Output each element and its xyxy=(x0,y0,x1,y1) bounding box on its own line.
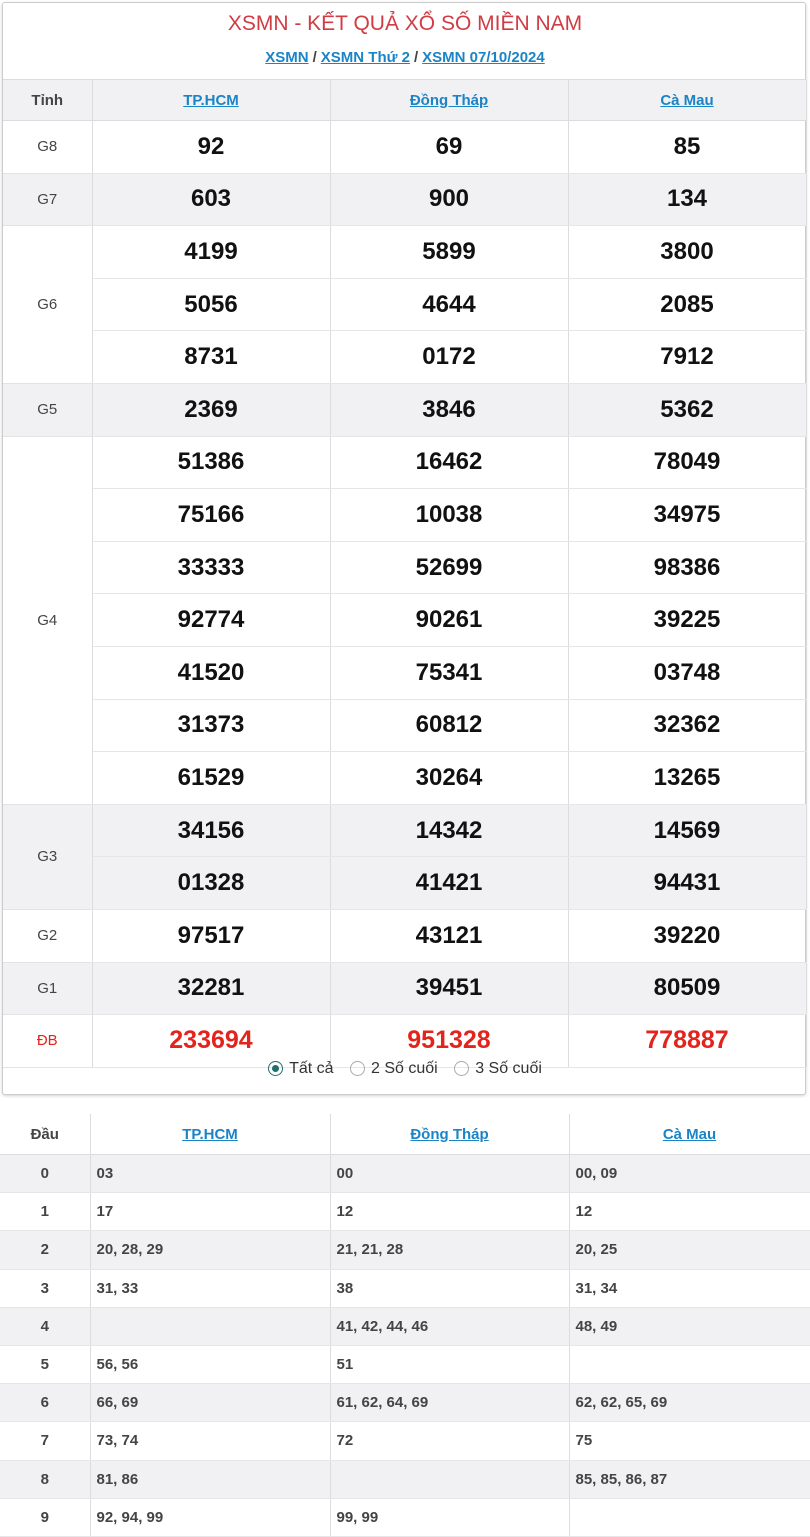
special-prize-number: 233694 xyxy=(92,1015,330,1068)
prize-number: 16462 xyxy=(330,436,568,489)
dau-digit: 2 xyxy=(0,1231,90,1269)
prize-number: 4644 xyxy=(330,278,568,331)
prize-number: 603 xyxy=(92,173,330,226)
prize-number: 2085 xyxy=(568,278,806,331)
prize-number: 90261 xyxy=(330,594,568,647)
prize-row xyxy=(3,173,806,226)
prize-number: 97517 xyxy=(92,909,330,962)
prize-number: 33333 xyxy=(92,541,330,594)
filter-option-last-2[interactable]: 2 Số cuối xyxy=(350,1060,438,1078)
prize-number: 75166 xyxy=(92,489,330,542)
loto-values: 20, 28, 29 xyxy=(90,1231,330,1269)
loto-values: 21, 21, 28 xyxy=(330,1231,569,1269)
prize-row xyxy=(3,121,806,174)
loto-row xyxy=(0,1460,810,1498)
loto-values: 31, 34 xyxy=(569,1269,810,1307)
filter-option-all[interactable]: Tất cả xyxy=(268,1060,333,1078)
dau-digit: 5 xyxy=(0,1345,90,1383)
prize-label: G1 xyxy=(3,962,92,1015)
loto-values: 72 xyxy=(330,1422,569,1460)
prize-row xyxy=(3,857,806,910)
breadcrumb-link-xsmn[interactable]: XSMN xyxy=(265,49,309,66)
breadcrumb-separator: / xyxy=(312,49,317,66)
special-prize-number: 778887 xyxy=(568,1015,806,1068)
loto-values: 12 xyxy=(569,1193,810,1231)
prize-number: 52699 xyxy=(330,541,568,594)
prize-number: 41520 xyxy=(92,646,330,699)
prize-label: G6 xyxy=(3,226,92,384)
dau-digit: 4 xyxy=(0,1307,90,1345)
prize-number: 92774 xyxy=(92,594,330,647)
prize-label: G3 xyxy=(3,804,92,909)
loto-values: 66, 69 xyxy=(90,1384,330,1422)
loto-values: 81, 86 xyxy=(90,1460,330,1498)
prize-number: 98386 xyxy=(568,541,806,594)
prize-number: 03748 xyxy=(568,646,806,699)
loto-values: 20, 25 xyxy=(569,1231,810,1269)
prize-number: 31373 xyxy=(92,699,330,752)
province-link[interactable]: Cà Mau xyxy=(660,91,714,109)
loto-row xyxy=(0,1307,810,1345)
loto-header-row xyxy=(0,1114,810,1155)
prize-number: 5056 xyxy=(92,278,330,331)
loto-row xyxy=(0,1193,810,1231)
radio-checked-icon[interactable] xyxy=(268,1061,283,1076)
results-header-row xyxy=(3,80,806,121)
dau-digit: 8 xyxy=(0,1460,90,1498)
prize-number: 7912 xyxy=(568,331,806,384)
prize-number: 0172 xyxy=(330,331,568,384)
prize-number: 41421 xyxy=(330,857,568,910)
loto-values: 99, 99 xyxy=(330,1498,569,1536)
loto-values: 03 xyxy=(90,1155,330,1193)
prize-number: 4199 xyxy=(92,226,330,279)
prize-number: 2369 xyxy=(92,383,330,436)
province-link[interactable]: TP.HCM xyxy=(183,91,239,109)
dau-digit: 1 xyxy=(0,1193,90,1231)
prize-number: 78049 xyxy=(568,436,806,489)
prize-number: 80509 xyxy=(568,962,806,1015)
loto-values: 62, 62, 65, 69 xyxy=(569,1384,810,1422)
prize-label: ĐB xyxy=(3,1015,92,1068)
province-header xyxy=(92,80,330,121)
filter-option-last-3[interactable]: 3 Số cuối xyxy=(454,1060,542,1078)
loto-values: 92, 94, 99 xyxy=(90,1498,330,1536)
loto-values xyxy=(569,1345,810,1383)
dau-digit: 7 xyxy=(0,1422,90,1460)
prize-row xyxy=(3,962,806,1015)
loto-values: 17 xyxy=(90,1193,330,1231)
prize-row xyxy=(3,278,806,331)
prize-row xyxy=(3,594,806,647)
special-prize-number: 951328 xyxy=(330,1015,568,1068)
dau-digit: 3 xyxy=(0,1269,90,1307)
dau-digit: 0 xyxy=(0,1155,90,1193)
prize-number: 69 xyxy=(330,121,568,174)
prize-number: 13265 xyxy=(568,752,806,805)
prize-number: 85 xyxy=(568,121,806,174)
loto-values: 38 xyxy=(330,1269,569,1307)
prize-row xyxy=(3,489,806,542)
loto-values: 75 xyxy=(569,1422,810,1460)
prize-number: 5362 xyxy=(568,383,806,436)
prize-number: 134 xyxy=(568,173,806,226)
province-header xyxy=(569,1114,810,1155)
loto-values: 31, 33 xyxy=(90,1269,330,1307)
loto-values: 73, 74 xyxy=(90,1422,330,1460)
loto-row xyxy=(0,1269,810,1307)
radio-unchecked-icon[interactable] xyxy=(350,1061,365,1076)
loto-row xyxy=(0,1231,810,1269)
prize-label: G8 xyxy=(3,121,92,174)
prize-row xyxy=(3,804,806,857)
prize-number: 60812 xyxy=(330,699,568,752)
prize-number: 39220 xyxy=(568,909,806,962)
prize-row xyxy=(3,226,806,279)
loto-table xyxy=(0,1114,810,1537)
prize-row xyxy=(3,383,806,436)
prize-number: 8731 xyxy=(92,331,330,384)
prize-row xyxy=(3,699,806,752)
loto-values: 61, 62, 64, 69 xyxy=(330,1384,569,1422)
dau-digit: 9 xyxy=(0,1498,90,1536)
loto-row xyxy=(0,1422,810,1460)
loto-row xyxy=(0,1345,810,1383)
prize-row xyxy=(3,331,806,384)
dau-column-label: Đầu xyxy=(0,1114,90,1155)
loto-values: 48, 49 xyxy=(569,1307,810,1345)
loto-values: 00, 09 xyxy=(569,1155,810,1193)
radio-unchecked-icon[interactable] xyxy=(454,1061,469,1076)
loto-values: 00 xyxy=(330,1155,569,1193)
prize-number: 5899 xyxy=(330,226,568,279)
prize-number: 34975 xyxy=(568,489,806,542)
number-filter xyxy=(0,1060,810,1078)
prize-number: 92 xyxy=(92,121,330,174)
province-header xyxy=(568,80,806,121)
province-link[interactable]: TP.HCM xyxy=(182,1125,238,1143)
prize-label: G2 xyxy=(3,909,92,962)
prize-number: 14342 xyxy=(330,804,568,857)
loto-values: 51 xyxy=(330,1345,569,1383)
loto-row xyxy=(0,1155,810,1193)
loto-values xyxy=(569,1498,810,1536)
prize-row xyxy=(3,646,806,699)
prize-number: 10038 xyxy=(330,489,568,542)
prize-number: 61529 xyxy=(92,752,330,805)
prize-row xyxy=(3,436,806,489)
prize-number: 14569 xyxy=(568,804,806,857)
prize-label: G5 xyxy=(3,383,92,436)
prize-number: 30264 xyxy=(330,752,568,805)
prize-number: 900 xyxy=(330,173,568,226)
loto-values xyxy=(90,1307,330,1345)
prize-label: G7 xyxy=(3,173,92,226)
prize-number: 94431 xyxy=(568,857,806,910)
prize-number: 43121 xyxy=(330,909,568,962)
prize-number: 75341 xyxy=(330,646,568,699)
prize-number: 3846 xyxy=(330,383,568,436)
prize-number: 32281 xyxy=(92,962,330,1015)
prize-row xyxy=(3,541,806,594)
prize-number: 39451 xyxy=(330,962,568,1015)
breadcrumb-separator: / xyxy=(413,49,419,66)
results-table xyxy=(3,79,807,1068)
prize-number: 32362 xyxy=(568,699,806,752)
province-column-label: Tỉnh xyxy=(3,80,92,121)
page-title: XSMN - KẾT QUẢ XỔ SỐ MIỀN NAM xyxy=(227,12,583,35)
loto-values: 12 xyxy=(330,1193,569,1231)
province-link[interactable]: Đồng Tháp xyxy=(410,1125,489,1143)
prize-row xyxy=(3,909,806,962)
prize-row xyxy=(3,752,806,805)
prize-number: 34156 xyxy=(92,804,330,857)
province-link[interactable]: Đồng Tháp xyxy=(409,91,489,109)
breadcrumb-link-weekday[interactable]: XSMN Thứ 2 xyxy=(320,49,410,66)
province-header xyxy=(330,80,568,121)
province-link[interactable]: Cà Mau xyxy=(662,1125,717,1143)
breadcrumb xyxy=(0,49,810,66)
prize-label: G4 xyxy=(3,436,92,804)
province-header xyxy=(330,1114,569,1155)
province-header xyxy=(90,1114,330,1155)
prize-number: 01328 xyxy=(92,857,330,910)
loto-row xyxy=(0,1498,810,1536)
prize-number: 39225 xyxy=(568,594,806,647)
dau-digit: 6 xyxy=(0,1384,90,1422)
breadcrumb-link-date[interactable]: XSMN 07/10/2024 xyxy=(422,49,545,66)
loto-row xyxy=(0,1384,810,1422)
loto-values: 56, 56 xyxy=(90,1345,330,1383)
loto-values: 85, 85, 86, 87 xyxy=(569,1460,810,1498)
loto-values xyxy=(330,1460,569,1498)
prize-number: 51386 xyxy=(92,436,330,489)
prize-number: 3800 xyxy=(568,226,806,279)
loto-values: 41, 42, 44, 46 xyxy=(330,1307,569,1345)
